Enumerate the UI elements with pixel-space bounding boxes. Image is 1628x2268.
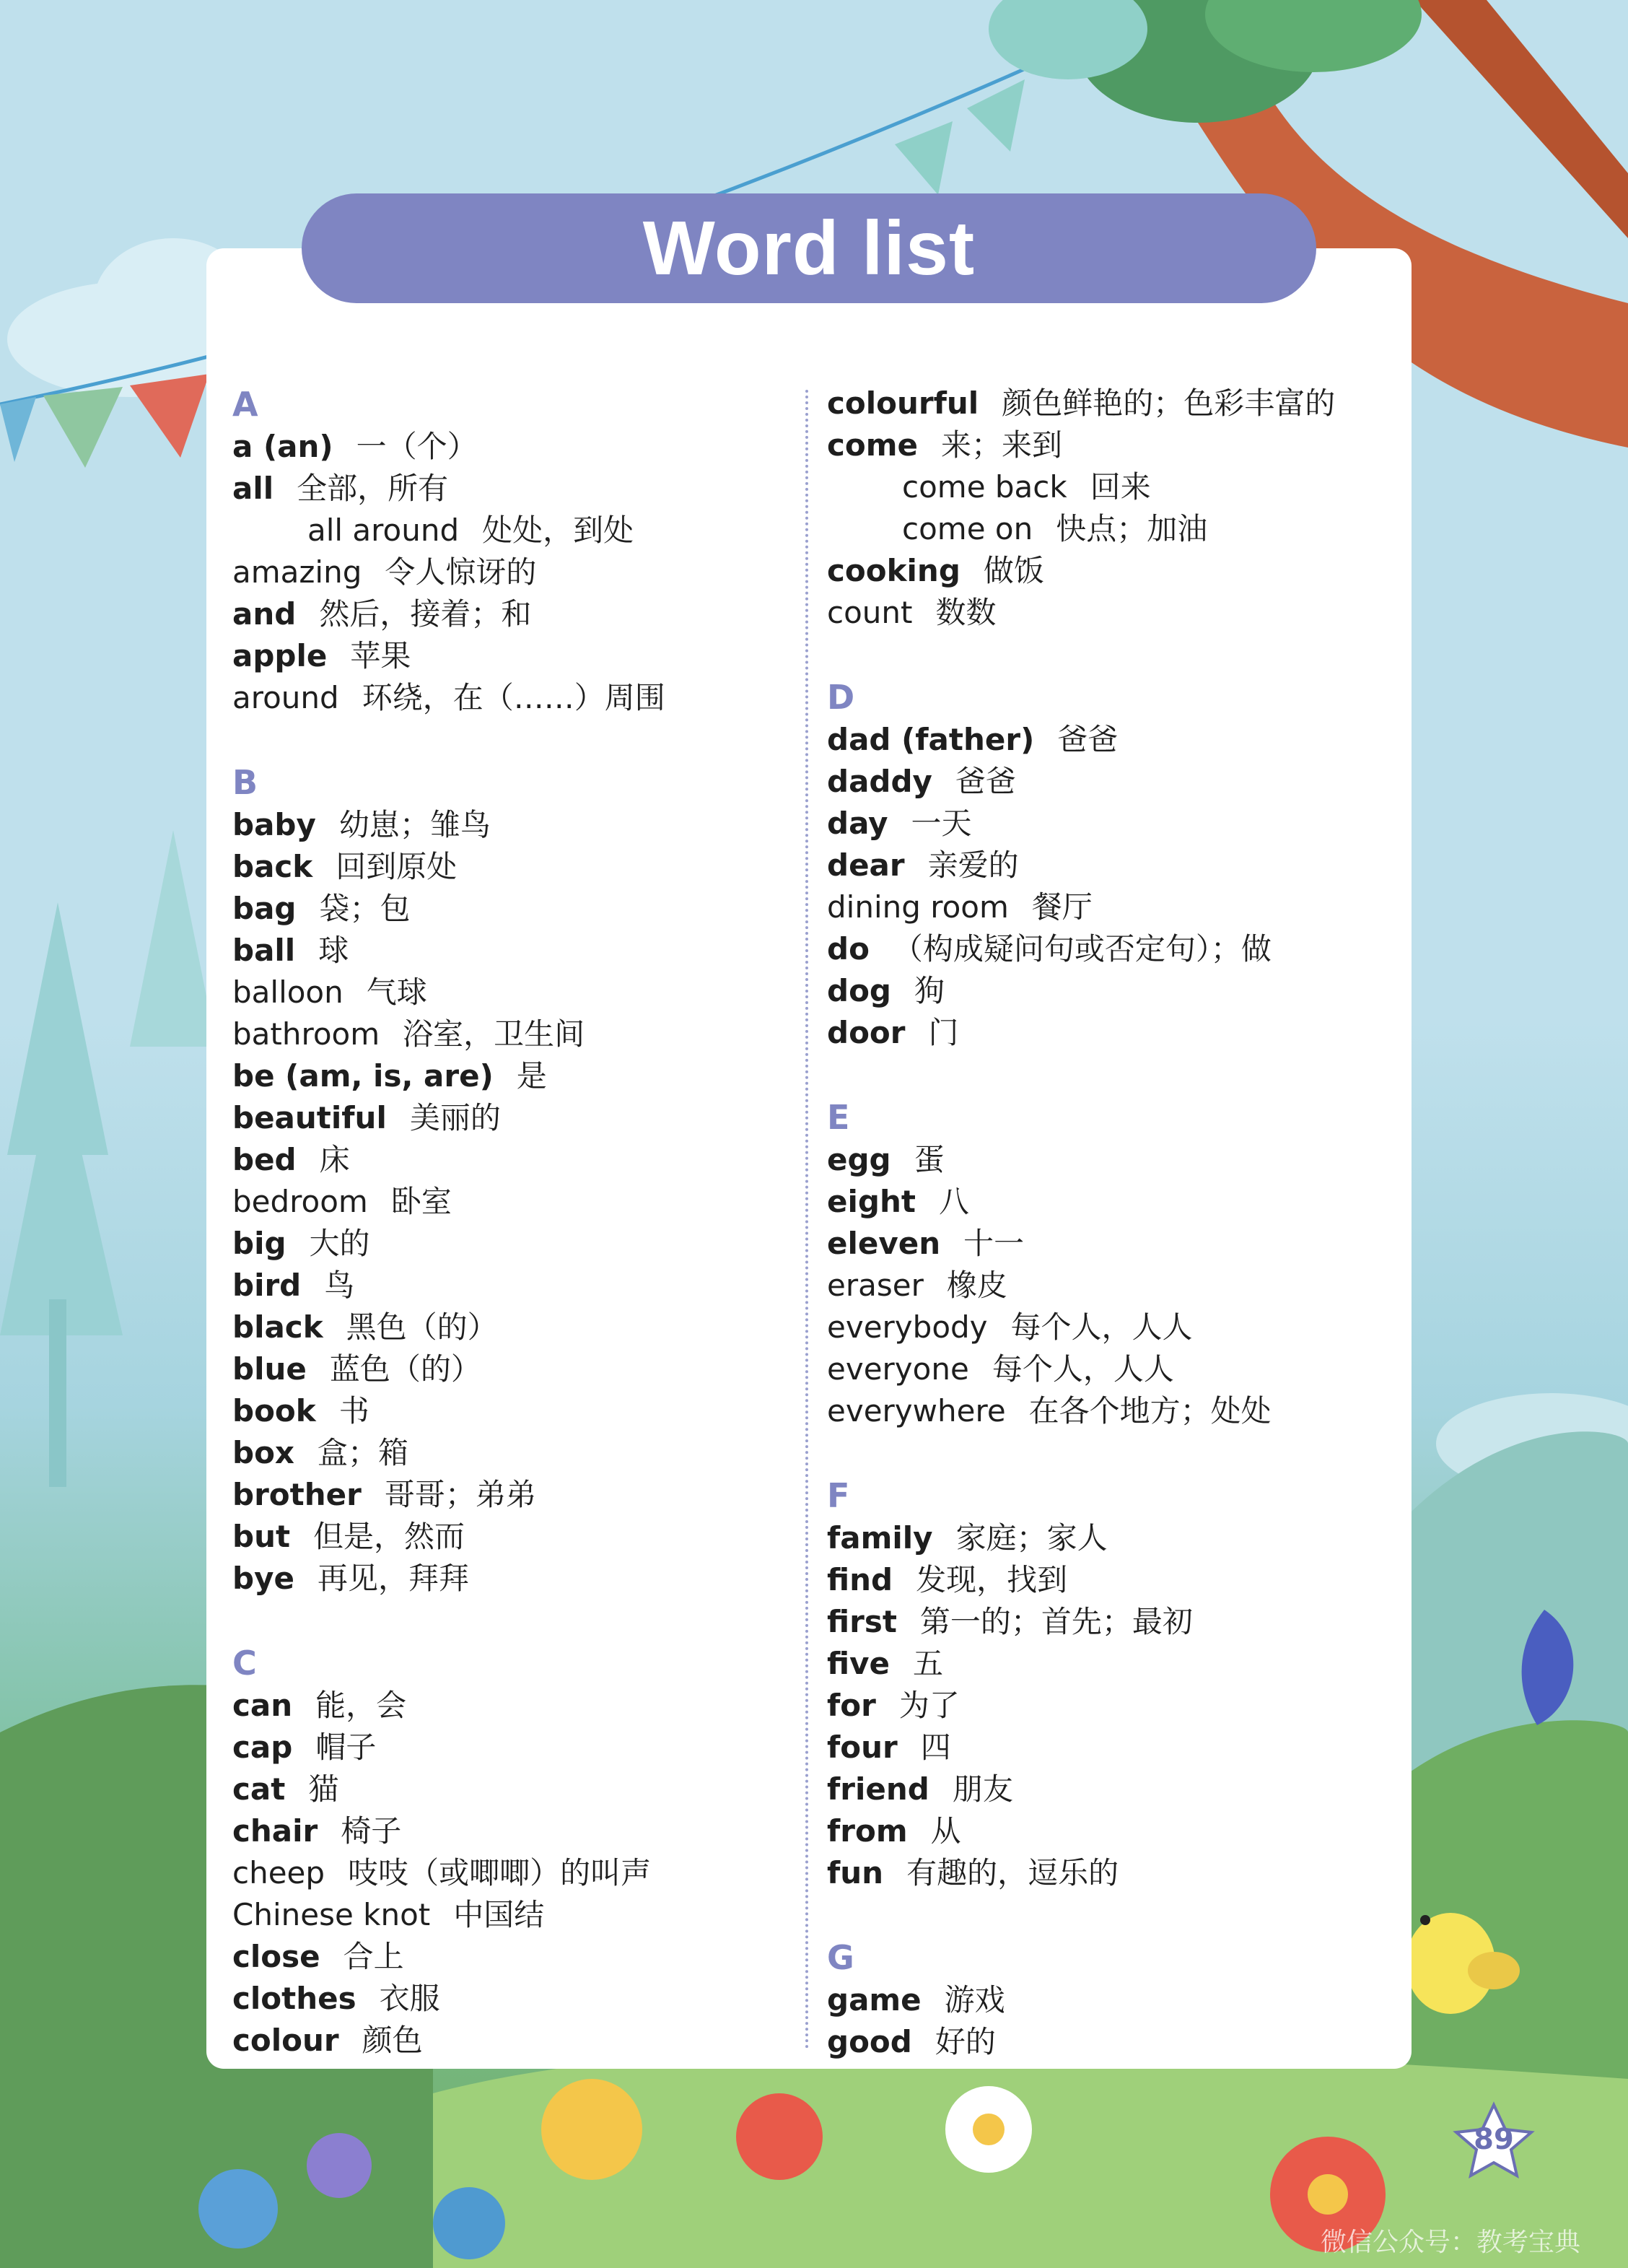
english-word: can (232, 1688, 293, 1723)
word-entry (232, 1936, 810, 1978)
chinese-meaning: 大的 (309, 1226, 370, 1261)
english-word: daddy (827, 764, 932, 799)
word-entry (827, 1852, 1404, 1894)
chinese-meaning: 为了 (898, 1688, 960, 1723)
chinese-meaning: 快点；加油 (1056, 511, 1208, 546)
word-entry (232, 1307, 810, 1348)
english-word: chair (232, 1813, 318, 1849)
word-entry (232, 1474, 810, 1516)
chinese-meaning: 吱吱（或唧唧）的叫声 (348, 1855, 652, 1890)
section-letter: D (827, 678, 855, 717)
letter-section (827, 383, 1404, 634)
word-entry (232, 1139, 810, 1181)
english-word: for (827, 1688, 876, 1723)
word-entry (232, 972, 810, 1013)
word-entry (827, 466, 1404, 508)
chinese-meaning: 做饭 (983, 553, 1044, 588)
word-entry (232, 1097, 810, 1139)
english-word: come back (902, 469, 1067, 505)
chinese-meaning: 一天 (911, 806, 972, 841)
chinese-meaning: 回到原处 (336, 849, 458, 884)
section-letter: C (232, 1644, 257, 1683)
english-word: family (827, 1520, 933, 1556)
word-entry (827, 1139, 1404, 1181)
chinese-meaning: 朋友 (952, 1771, 1013, 1807)
word-entry (232, 1013, 810, 1055)
chinese-meaning: 环绕，在（……）周围 (362, 680, 665, 715)
english-word: eraser (827, 1268, 924, 1303)
english-word: find (827, 1562, 893, 1597)
english-word: ball (232, 933, 296, 968)
word-entry (232, 1810, 810, 1852)
english-word: brother (232, 1477, 362, 1512)
chinese-meaning: 门 (928, 1015, 959, 1050)
watermark: 微信公众号：教考宝典 (1321, 2228, 1581, 2257)
english-word: around (232, 680, 339, 715)
chinese-meaning: 蓝色（的） (329, 1351, 481, 1387)
letter-section (232, 761, 810, 1600)
word-entry (827, 1390, 1404, 1432)
chinese-meaning: 一（个） (356, 429, 478, 464)
chinese-meaning: 全部，所有 (297, 471, 449, 506)
english-word: bag (232, 891, 297, 926)
english-word: bathroom (232, 1016, 380, 1052)
english-word: everybody (827, 1309, 988, 1345)
english-word: Chinese knot (232, 1897, 431, 1932)
chinese-meaning: 橡皮 (946, 1268, 1007, 1303)
word-entry (827, 1517, 1404, 1559)
english-word: all around (307, 513, 460, 548)
english-word: back (232, 849, 313, 884)
word-entry (827, 970, 1404, 1012)
english-word: beautiful (232, 1100, 387, 1135)
english-word: balloon (232, 974, 343, 1010)
chinese-meaning: 在各个地方；处处 (1028, 1393, 1272, 1429)
chinese-meaning: 猫 (308, 1771, 339, 1807)
english-word: eleven (827, 1226, 941, 1261)
word-entry (827, 803, 1404, 845)
word-entry (827, 1727, 1404, 1768)
chinese-meaning: 颜色 (362, 2023, 423, 2058)
chinese-meaning: 床 (319, 1142, 350, 1177)
word-entry (827, 1685, 1404, 1727)
english-word: and (232, 596, 297, 632)
word-entry (232, 2020, 810, 2062)
chinese-meaning: 餐厅 (1031, 889, 1093, 925)
word-entry (827, 1012, 1404, 1054)
chinese-meaning: 能，会 (315, 1688, 407, 1723)
word-entry (827, 1223, 1404, 1265)
letter-section (827, 1936, 1404, 2063)
english-word: egg (827, 1142, 891, 1177)
word-entry (827, 550, 1404, 592)
word-entry (232, 1348, 810, 1390)
chinese-meaning: 再见，拜拜 (317, 1561, 469, 1596)
word-entry (232, 1768, 810, 1810)
chinese-meaning: 四 (920, 1730, 951, 1765)
english-word: colourful (827, 385, 979, 421)
word-entry (827, 592, 1404, 634)
chinese-meaning: 数数 (935, 595, 997, 630)
chinese-meaning: 是 (516, 1058, 547, 1094)
english-word: door (827, 1015, 906, 1050)
english-word: a (an) (232, 429, 333, 464)
english-word: close (232, 1939, 320, 1974)
section-letter: B (232, 763, 258, 802)
english-word: big (232, 1226, 286, 1261)
right-column (827, 383, 1404, 2105)
chinese-meaning: 椅子 (341, 1813, 402, 1849)
english-word: box (232, 1435, 295, 1470)
section-letter: G (827, 1938, 854, 1977)
word-entry (232, 1432, 810, 1474)
chinese-meaning: 每个人，人人 (992, 1351, 1174, 1387)
english-word: dear (827, 847, 905, 883)
word-entry (827, 1979, 1404, 2021)
english-word: amazing (232, 554, 362, 590)
page-title: Word list (302, 193, 1316, 303)
word-entry (827, 1768, 1404, 1810)
chinese-meaning: 鸟 (324, 1268, 355, 1303)
word-entry (232, 593, 810, 635)
word-entry (827, 1307, 1404, 1348)
word-entry (232, 426, 810, 468)
english-word: cap (232, 1730, 293, 1765)
chinese-meaning: 亲爱的 (927, 847, 1019, 883)
word-entry (232, 1181, 810, 1223)
english-word: be (am, is, are) (232, 1058, 494, 1094)
word-entry (827, 2021, 1404, 2063)
word-entry (232, 1727, 810, 1768)
chinese-meaning: 袋；包 (319, 891, 411, 926)
english-word: do (827, 931, 870, 967)
letter-section (827, 676, 1404, 1054)
english-word: cooking (827, 553, 960, 588)
chinese-meaning: 盒；箱 (318, 1435, 409, 1470)
chinese-meaning: 游戏 (944, 1982, 1005, 2018)
word-entry (827, 1181, 1404, 1223)
chinese-meaning: 球 (318, 933, 349, 968)
chinese-meaning: 处处，到处 (482, 513, 634, 548)
english-word: cheep (232, 1855, 325, 1890)
english-word: dog (827, 973, 891, 1008)
word-entry (827, 1559, 1404, 1601)
word-entry (232, 1852, 810, 1894)
word-entry (232, 1894, 810, 1936)
word-entry (232, 1223, 810, 1265)
english-word: dining room (827, 889, 1009, 925)
chinese-meaning: 蛋 (914, 1142, 945, 1177)
english-word: book (232, 1393, 316, 1429)
word-entry (232, 930, 810, 972)
chinese-meaning: 中国结 (453, 1897, 545, 1932)
word-entry (232, 635, 810, 677)
chinese-meaning: 从 (930, 1813, 961, 1849)
english-word: everywhere (827, 1393, 1006, 1429)
word-entry (827, 1643, 1404, 1685)
word-entry (232, 677, 810, 719)
chinese-meaning: 合上 (343, 1939, 404, 1974)
word-entry (232, 1558, 810, 1600)
english-word: bye (232, 1561, 294, 1596)
english-word: count (827, 595, 913, 630)
word-entry (827, 508, 1404, 550)
english-word: blue (232, 1351, 307, 1387)
english-word: come (827, 427, 918, 463)
chinese-meaning: 哥哥；弟弟 (384, 1477, 536, 1512)
letter-section (827, 1096, 1404, 1432)
chinese-meaning: 好的 (935, 2024, 996, 2059)
word-entry (232, 1685, 810, 1727)
chinese-meaning: 帽子 (315, 1730, 377, 1765)
word-entry (232, 1978, 810, 2020)
english-word: everyone (827, 1351, 969, 1387)
english-word: baby (232, 807, 316, 842)
chinese-meaning: （构成疑问句或否定句）；做 (892, 931, 1272, 967)
chinese-meaning: 浴室，卫生间 (403, 1016, 585, 1052)
chinese-meaning: 发现，找到 (916, 1562, 1068, 1597)
chinese-meaning: 八 (938, 1184, 969, 1219)
word-entry (827, 761, 1404, 803)
word-entry (827, 928, 1404, 970)
section-letter: E (827, 1098, 850, 1137)
english-word: bird (232, 1268, 302, 1303)
word-entry (232, 804, 810, 846)
chinese-meaning: 幼崽；雏鸟 (338, 807, 491, 842)
word-entry (827, 1265, 1404, 1307)
english-word: all (232, 471, 274, 506)
left-column (232, 383, 810, 2103)
chinese-meaning: 第一的；首先；最初 (919, 1604, 1193, 1639)
word-entry (232, 551, 810, 593)
chinese-meaning: 来；来到 (941, 427, 1063, 463)
chinese-meaning: 十一 (963, 1226, 1025, 1261)
word-entry (827, 886, 1404, 928)
word-entry (232, 510, 810, 551)
chinese-meaning: 苹果 (350, 638, 411, 673)
english-word: from (827, 1813, 908, 1849)
english-word: four (827, 1730, 898, 1765)
page-number: 89 (1474, 2123, 1514, 2156)
chinese-meaning: 每个人，人人 (1010, 1309, 1193, 1345)
section-letter: F (827, 1476, 850, 1515)
english-word: but (232, 1519, 291, 1554)
word-entry (232, 1055, 810, 1097)
english-word: bed (232, 1142, 297, 1177)
word-entry (232, 888, 810, 930)
chinese-meaning: 衣服 (379, 1981, 440, 2016)
english-word: cat (232, 1771, 286, 1807)
chinese-meaning: 爸爸 (955, 764, 1016, 799)
english-word: clothes (232, 1981, 356, 2016)
chinese-meaning: 回来 (1090, 469, 1151, 505)
chinese-meaning: 爸爸 (1057, 722, 1119, 757)
chinese-meaning: 狗 (914, 973, 945, 1008)
chinese-meaning: 五 (913, 1646, 944, 1681)
word-entry (827, 1810, 1404, 1852)
english-word: five (827, 1646, 890, 1681)
english-word: apple (232, 638, 328, 673)
letter-section (232, 383, 810, 719)
english-word: eight (827, 1184, 916, 1219)
chinese-meaning: 书 (338, 1393, 369, 1429)
chinese-meaning: 气球 (366, 974, 427, 1010)
word-entry (232, 1516, 810, 1558)
word-entry (827, 1601, 1404, 1643)
word-entry (827, 719, 1404, 761)
english-word: game (827, 1982, 922, 2018)
word-entry (232, 1390, 810, 1432)
chinese-meaning: 但是，然而 (313, 1519, 465, 1554)
english-word: dad (father) (827, 722, 1035, 757)
word-entry (232, 1265, 810, 1307)
word-entry (827, 1348, 1404, 1390)
english-word: come on (902, 511, 1033, 546)
letter-section (232, 1641, 810, 2062)
english-word: day (827, 806, 888, 841)
word-entry (232, 468, 810, 510)
chinese-meaning: 有趣的，逗乐的 (906, 1855, 1119, 1890)
section-letter: A (232, 385, 258, 424)
word-entry (827, 383, 1404, 424)
chinese-meaning: 黑色（的） (346, 1309, 498, 1345)
chinese-meaning: 令人惊讶的 (385, 554, 537, 590)
letter-section (827, 1474, 1404, 1894)
english-word: black (232, 1309, 323, 1345)
english-word: first (827, 1604, 897, 1639)
chinese-meaning: 卧室 (390, 1184, 452, 1219)
english-word: good (827, 2024, 912, 2059)
word-entry (827, 424, 1404, 466)
english-word: friend (827, 1771, 929, 1807)
english-word: colour (232, 2023, 339, 2058)
chinese-meaning: 颜色鲜艳的；色彩丰富的 (1002, 385, 1336, 421)
english-word: fun (827, 1855, 884, 1890)
word-entry (827, 845, 1404, 886)
chinese-meaning: 美丽的 (409, 1100, 501, 1135)
chinese-meaning: 然后，接着；和 (319, 596, 532, 632)
english-word: bedroom (232, 1184, 368, 1219)
word-entry (232, 846, 810, 888)
chinese-meaning: 家庭；家人 (955, 1520, 1108, 1556)
